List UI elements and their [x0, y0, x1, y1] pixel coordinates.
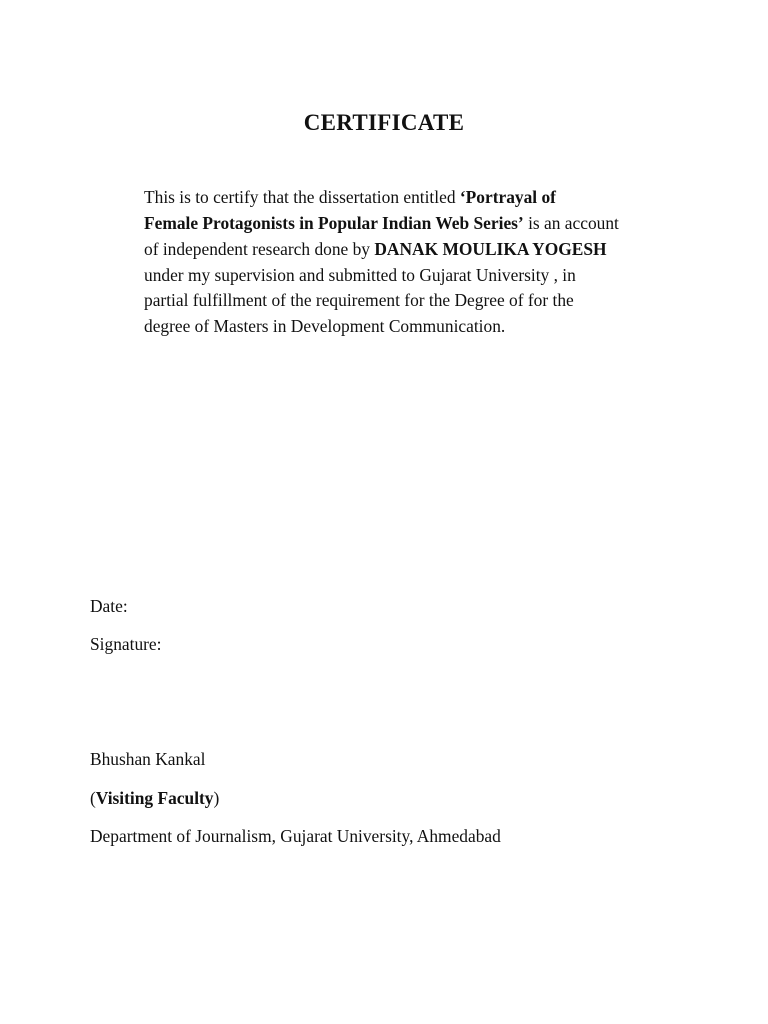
dissertation-title-part-1: ‘Portrayal of — [459, 187, 556, 207]
paragraph-line-3 — [144, 236, 649, 262]
signatory-role — [90, 785, 219, 811]
paragraph-text: of independent research done by — [144, 239, 375, 259]
date-label: Date: — [90, 596, 128, 616]
signature-label: Signature: — [90, 634, 162, 654]
paragraph-text: This is to certify that the dissertation entitled — [144, 187, 460, 207]
paragraph-line-5: partial fulfillment of the requirement for the Degree of for the — [144, 290, 574, 310]
role-text: Visiting Faculty — [95, 788, 214, 808]
paragraph-line-2 — [144, 210, 649, 236]
page-title: CERTIFICATE — [303, 110, 465, 135]
dissertation-title-part-2: Female Protagonists in Popular Indian Web Series’ — [144, 213, 524, 233]
paragraph-line-6: degree of Masters in Development Communication. — [144, 316, 506, 336]
role-close-paren: ) — [213, 788, 220, 808]
department-line: Department of Journalism, Gujarat University, Ahmedabad — [90, 826, 501, 846]
student-name: DANAK MOULIKA YOGESH — [374, 239, 607, 259]
signatory-name: Bhushan Kankal — [90, 749, 206, 769]
paragraph-line-4: under my supervision and submitted to Gujarat University , in — [144, 265, 576, 285]
role-open-paren: ( — [90, 788, 96, 808]
paragraph-line-1 — [144, 184, 649, 210]
paragraph-text: is an account — [523, 213, 619, 233]
